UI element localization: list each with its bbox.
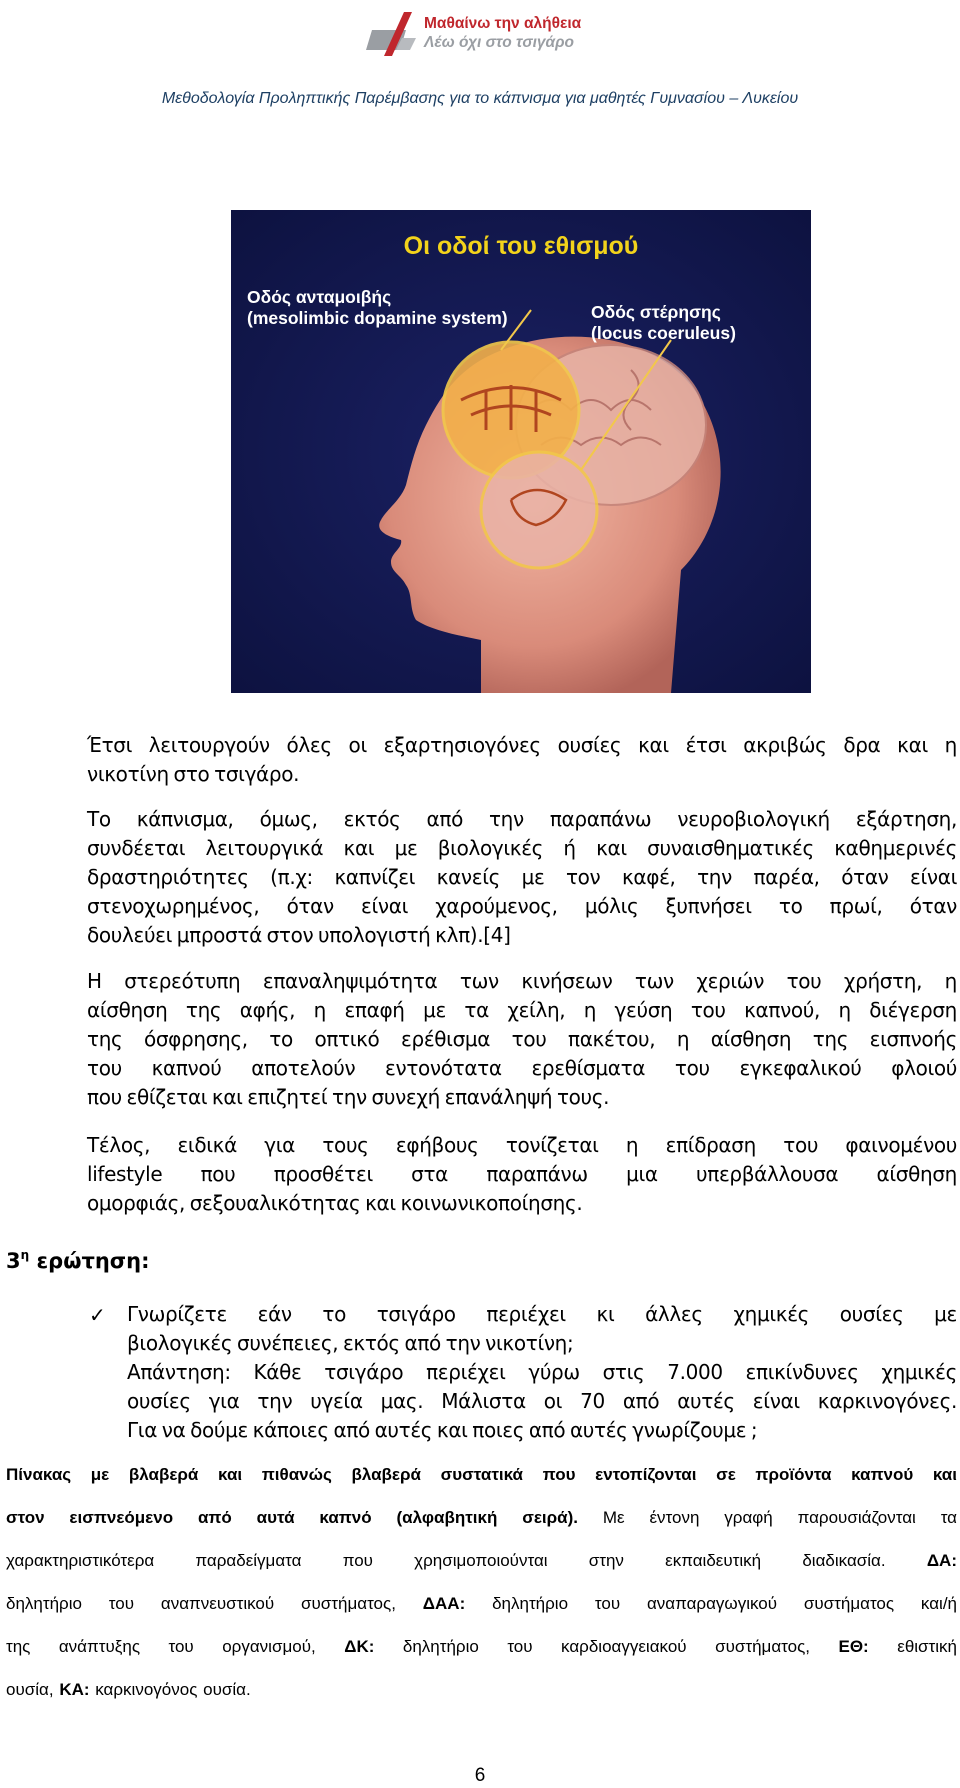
text-line: Για να δούμε κάποιες από αυτές και ποιες από αυτές γνωρίζουμε ; — [127, 1418, 758, 1442]
reward-pathway-system: (mesolimbic dopamine system) — [247, 308, 508, 328]
text-line: Το κάπνισμα, όμως, εκτός από την παραπάνω νευροβιολογική εξάρτηση, — [87, 807, 957, 831]
text-line: του καπνού αποτελούν εντονότατα ερεθίσματα του εγκεφαλικού φλοιού — [87, 1056, 957, 1080]
paragraph-4 — [87, 1131, 957, 1218]
figure-title: Οι οδοί του εθισμού — [403, 232, 639, 260]
document-subtitle: Μεθοδολογία Προληπτικής Παρέμβασης για το κάπνισμα για μαθητές Γυμνασίου – Λυκείου — [161, 90, 799, 107]
caption-text: της ανάπτυξης του οργανισμού, — [6, 1637, 316, 1656]
text-line: αίσθηση της αφής, η επαφή με τα χείλη, η γεύση του καπνού, η διέγερση — [87, 998, 957, 1022]
text-line: δουλεύει μπροστά στον υπολογιστή κλπ).[4] — [87, 923, 511, 947]
text-line: συνδέεται λειτουργικά και με βιολογικές ή και συναισθηματικές καθημερινές — [87, 836, 957, 860]
text-line: Τέλος, ειδικά για τους εφήβους τονίζεται η επίδραση του φαινομένου — [87, 1133, 957, 1157]
caption-text: δηλητήριο του αναπνευστικού συστήματος, — [6, 1594, 396, 1613]
text-line: που εθίζεται και επιζητεί την συνεχή επανάληψή τους. — [87, 1085, 610, 1109]
question-superscript: η — [20, 1248, 30, 1262]
text-line: Η στερεότυπη επαναληψιμότητα των κινήσεων των χεριών του χρήστη, η — [87, 969, 957, 993]
text-line: βιολογικές συνέπειες, εκτός από την νικοτίνη; — [127, 1331, 574, 1355]
text-line: ουσίες για την υγεία μας. Μάλιστα οι 70 από αυτές είναι καρκινογόνες. — [127, 1389, 957, 1413]
caption-text: χαρακτηριστικότερα παραδείγματα που χρησιμοποιούνται στην εκπαιδευτική διαδικασία. — [6, 1551, 886, 1570]
caption-line — [6, 1549, 957, 1573]
page-number: 6 — [474, 1765, 486, 1786]
caption-line — [6, 1506, 957, 1530]
text-line: της όσφρησης, το οπτικό ερέθισμα του πακέτου, η αίσθηση της εισπνοής — [87, 1027, 957, 1051]
addiction-pathways-figure — [231, 210, 811, 693]
caption-bold: στον εισπνεόμενο από αυτά καπνό (αλφαβητική σειρά). — [6, 1508, 579, 1527]
text-line: νικοτίνη στο τσιγάρο. — [87, 762, 300, 786]
caption-line: Πίνακας με βλαβερά και πιθανώς βλαβερά συστατικά που εντοπίζονται σε προϊόντα καπνού και — [6, 1465, 957, 1484]
question-label: ερώτηση: — [36, 1249, 150, 1273]
logo-mark-icon — [362, 6, 422, 62]
abbr-eth: ΕΘ: — [838, 1637, 869, 1656]
text-line: ομορφιάς, σεξουαλικότητας και κοινωνικοποίησης. — [87, 1191, 583, 1215]
abbr-da: ΔΑ: — [926, 1551, 957, 1570]
checkmark-icon: ✓ — [89, 1303, 106, 1327]
caption-text: εθιστική — [897, 1637, 957, 1656]
text-line: δραστηριότητες (π.χ: καπνίζει κανείς με τον καφέ, την παρέα, όταν είναι — [87, 865, 957, 889]
caption-line — [6, 1635, 957, 1659]
paragraph-3 — [87, 967, 957, 1112]
caption-text: δηλητήριο του καρδιοαγγειακού συστήματος, — [402, 1637, 810, 1656]
reward-pathway-label — [247, 287, 508, 329]
deprivation-pathway-label — [591, 302, 736, 344]
deprivation-pathway-name: Οδός στέρησης — [591, 302, 721, 322]
abbr-daa: ΔΑΑ: — [422, 1594, 466, 1613]
logo-slogan: Λέω όχι στο τσιγάρο — [424, 34, 575, 51]
text-line: στενοχωρημένος, όταν είναι χαρούμενος, μόλις ξυπνήσει το πρωί, όταν — [87, 894, 957, 918]
logo — [362, 6, 602, 66]
text-line: Έτσι λειτουργούν όλες οι εξαρτησιογόνες ουσίες και έτσι ακριβώς δρα και η — [87, 733, 957, 757]
text-line: lifestyle που προσθέτει στα παραπάνω μια υπερβάλλουσα αίσθηση — [87, 1162, 957, 1186]
caption-text: Με έντονη γραφή παρουσιάζονται τα — [602, 1508, 957, 1527]
logo-title: Μαθαίνω την αλήθεια — [424, 15, 582, 32]
table-caption — [6, 1592, 957, 1616]
question-number: 3 — [6, 1249, 21, 1273]
text-line: Απάντηση: Κάθε τσιγάρο περιέχει γύρω στις 7.000 επικίνδυνες χημικές — [127, 1360, 957, 1384]
deprivation-pathway-system: (locus coeruleus) — [591, 323, 736, 343]
table-caption — [6, 1635, 957, 1659]
question-bullet — [127, 1300, 957, 1445]
reward-pathway-name: Οδός ανταμοιβής — [247, 287, 392, 307]
table-caption — [6, 1549, 957, 1573]
table-caption — [6, 1678, 957, 1702]
table-caption — [6, 1506, 957, 1530]
abbr-dk: ΔΚ: — [344, 1637, 375, 1656]
table-caption — [6, 1463, 957, 1487]
caption-text: καρκινογόνος ουσία. — [95, 1680, 251, 1699]
caption-line — [6, 1678, 957, 1702]
text-line: Γνωρίζετε εάν το τσιγάρο περιέχει κι άλλες χημικές ουσίες με — [127, 1302, 957, 1326]
caption-text: δηλητήριο του αναπαραγωγικού συστήματος και/ή — [492, 1594, 957, 1613]
paragraph-2 — [87, 805, 957, 950]
paragraph-1 — [87, 731, 957, 789]
caption-line — [6, 1592, 957, 1616]
brain-illustration — [231, 210, 811, 693]
caption-text: ουσία, — [6, 1680, 54, 1699]
abbr-ka: ΚΑ: — [59, 1680, 90, 1699]
question-heading — [6, 1248, 150, 1273]
